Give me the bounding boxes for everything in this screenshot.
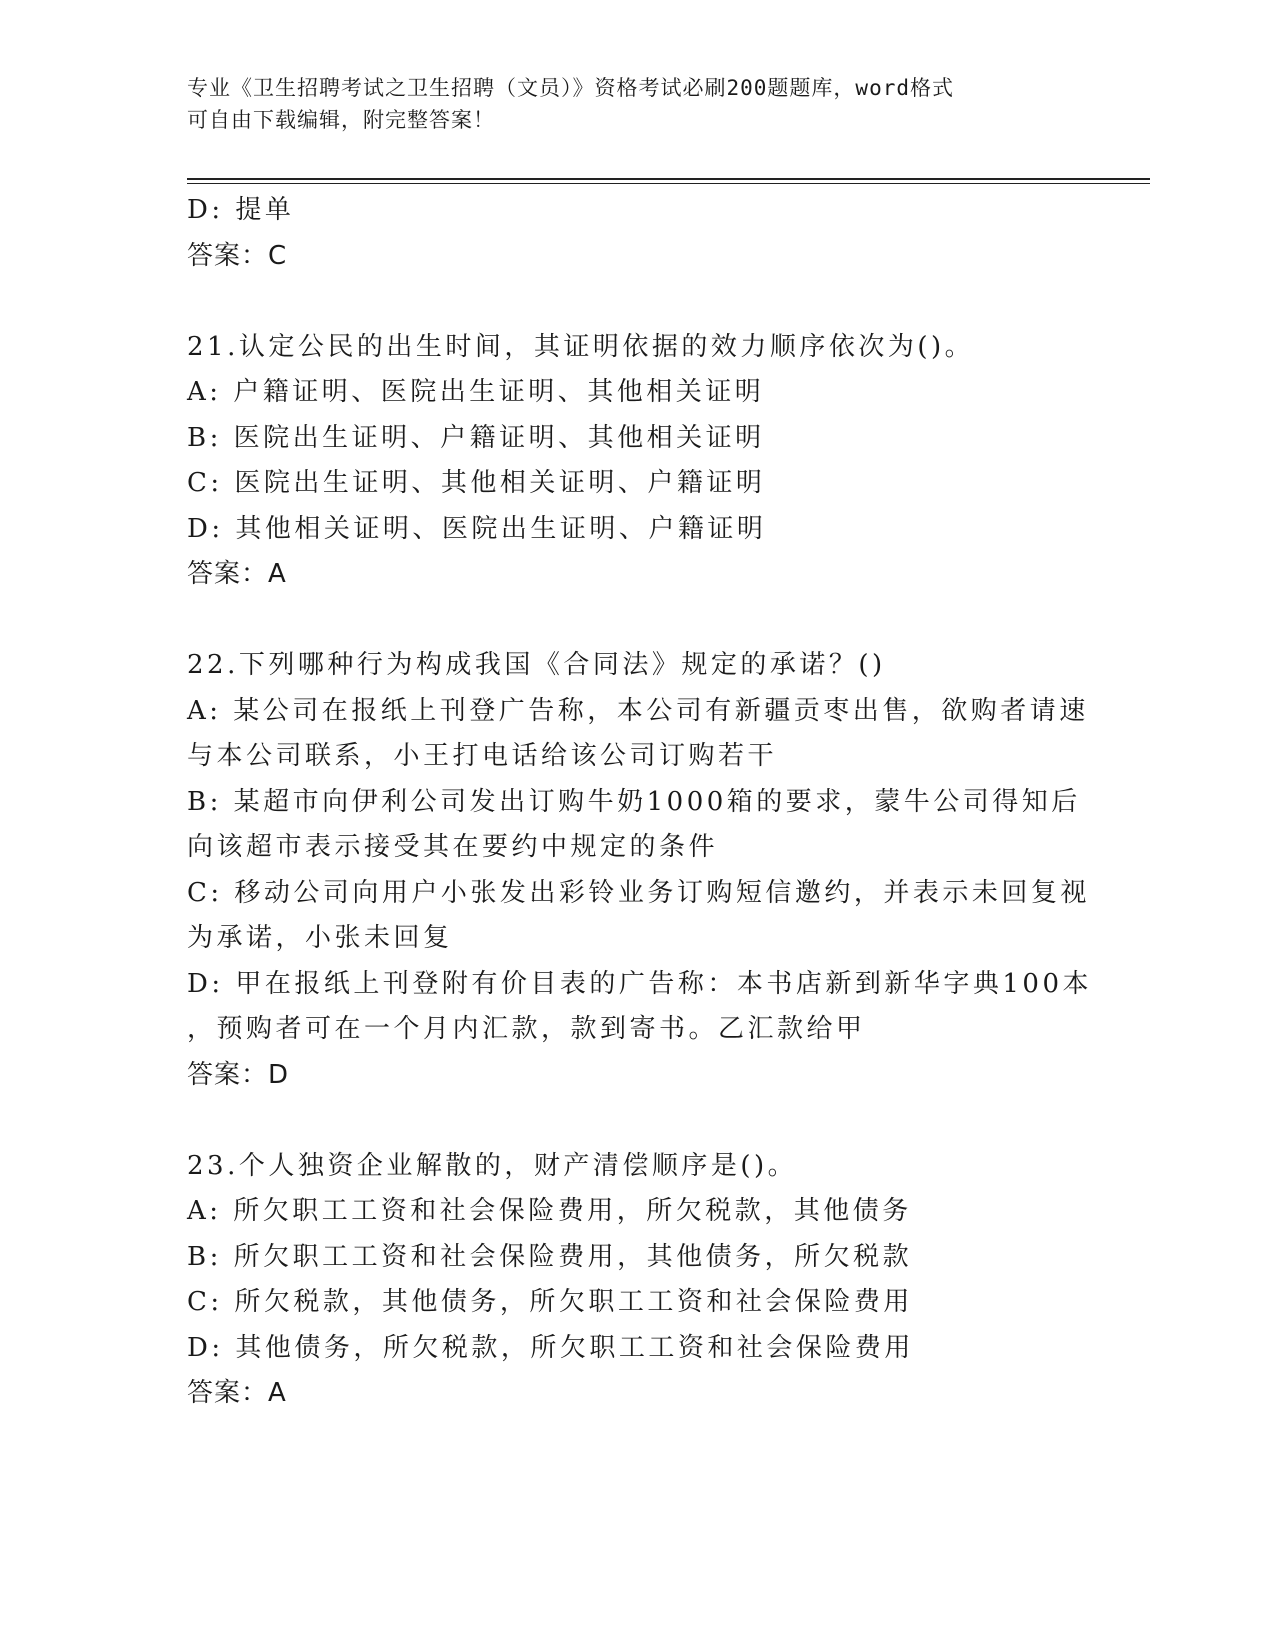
- answer: 答案：A: [187, 559, 287, 589]
- option-b: B: 所欠职工工资和社会保险费用，其他债务，所欠税款: [187, 1241, 913, 1272]
- option-a: A: 户籍证明、医院出生证明、其他相关证明: [187, 377, 765, 407]
- option-c-line-2: 为承诺，小张未回复: [187, 923, 453, 953]
- question-stem: 23.个人独资企业解散的，财产清偿顺序是()。: [187, 1150, 798, 1181]
- question-list: [187, 188, 1092, 1417]
- header-divider-thin: [187, 183, 1150, 184]
- option-a: A: 所欠职工工资和社会保险费用，所欠税款，其他债务: [187, 1196, 912, 1226]
- option-b-line-1: B: 某超市向伊利公司发出订购牛奶1000箱的要求，蒙牛公司得知后: [187, 786, 1081, 817]
- option-c-line-1: C: 移动公司向用户小张发出彩铃业务订购短信邀约，并表示未回复视: [187, 877, 1090, 908]
- question-stem: 21.认定公民的出生时间，其证明依据的效力顺序依次为()。: [187, 331, 975, 362]
- option-b: B: 医院出生证明、户籍证明、其他相关证明: [187, 422, 765, 453]
- header-divider-thick: [187, 178, 1150, 180]
- option-d: D: 提单: [187, 195, 295, 225]
- question-stem: 22.下列哪种行为构成我国《合同法》规定的承诺？(): [187, 650, 886, 680]
- question-23: [187, 1144, 1087, 1417]
- option-a-line-1: A: 某公司在报纸上刊登广告称，本公司有新疆贡枣出售，欲购者请速: [187, 695, 1089, 726]
- answer: 答案：A: [187, 1378, 287, 1408]
- option-d: D: 其他相关证明、医院出生证明、户籍证明: [187, 513, 767, 544]
- option-a-line-2: 与本公司联系，小王打电话给该公司订购若干: [187, 741, 778, 771]
- header-line-2: 可自由下载编辑，附完整答案！: [187, 108, 495, 132]
- option-d-line-2: ，预购者可在一个月内汇款，款到寄书。乙汇款给甲: [187, 1014, 866, 1044]
- option-d-line-1: D: 甲在报纸上刊登附有价目表的广告称：本书店新到新华字典100本: [187, 968, 1092, 999]
- question-22: [187, 643, 1092, 1098]
- option-b-line-2: 向该超市表示接受其在要约中规定的条件: [187, 832, 719, 862]
- document-header: [187, 72, 1067, 136]
- option-c: C: 所欠税款，其他债务，所欠职工工资和社会保险费用: [187, 1287, 913, 1317]
- question-21: [187, 325, 1087, 598]
- header-line-1: 专业《卫生招聘考试之卫生招聘（文员）》资格考试必刷200题题库，word格式: [187, 76, 954, 100]
- option-c: C: 医院出生证明、其他相关证明、户籍证明: [187, 468, 766, 498]
- answer: 答案：D: [187, 1059, 290, 1090]
- answer: 答案：C: [187, 240, 288, 271]
- option-d: D: 其他债务，所欠税款，所欠职工工资和社会保险费用: [187, 1332, 914, 1363]
